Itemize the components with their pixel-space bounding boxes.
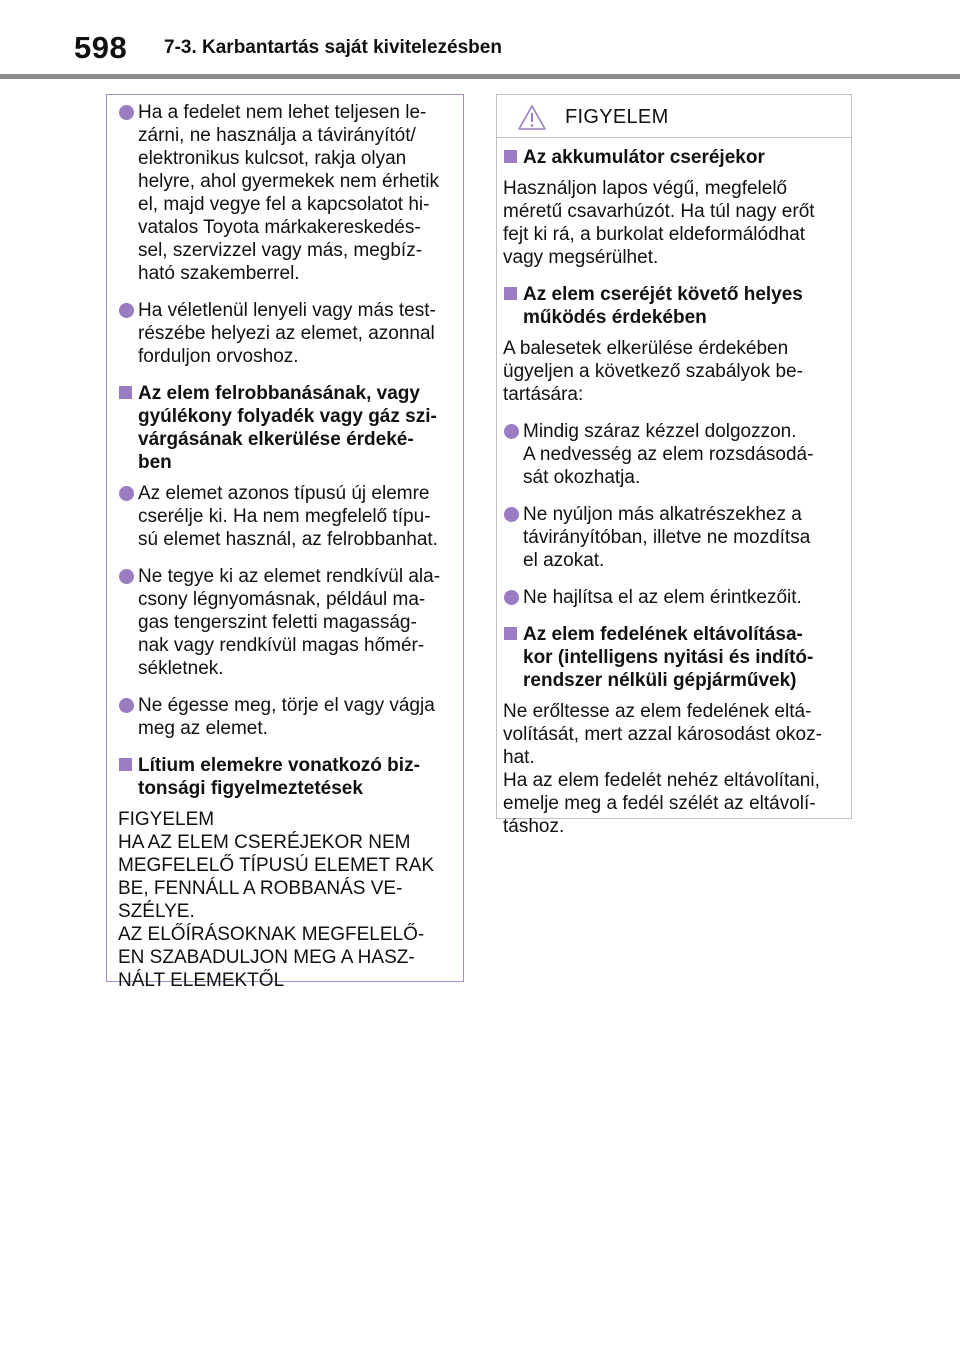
text-line: meg az elemet.	[138, 718, 268, 739]
text-line: Ha véletlenül lenyeli vagy más test-	[138, 300, 436, 321]
bullet-text	[138, 694, 451, 740]
text-line: sát okozhatja.	[523, 467, 641, 488]
text-line: sú elemet használ, az felrobbanhat.	[138, 529, 438, 550]
left-info-box	[106, 94, 464, 991]
text-line: Ha az elem fedelét nehéz eltávolítani,	[503, 770, 820, 791]
subheading	[118, 754, 451, 800]
bullet-dot-icon	[504, 424, 519, 439]
text-line: AZ ELŐÍRÁSOKNAK MEGFELELŐ-	[118, 924, 425, 945]
bullet-item	[118, 101, 451, 285]
bullet-text	[138, 101, 451, 285]
text-line: Az elem cseréjét követő helyes	[523, 284, 803, 305]
paragraph	[503, 177, 839, 269]
warning-triangle-icon	[517, 104, 547, 131]
bullet-text	[523, 503, 839, 572]
text-line: hat.	[503, 747, 535, 768]
bullet-text	[138, 482, 451, 551]
bullet-item	[118, 694, 451, 740]
bullet-item	[503, 503, 839, 572]
warning-box	[496, 94, 852, 837]
text-line: Az elem fedelének eltávolítása-	[523, 624, 803, 645]
bullet-item	[118, 565, 451, 680]
text-line: gyúlékony folyadék vagy gáz szi-	[138, 406, 437, 427]
square-marker-icon	[504, 287, 517, 300]
text-line: zárni, ne használja a távirányítót/	[138, 125, 416, 146]
square-marker-icon	[119, 386, 132, 399]
text-line: FIGYELEM	[118, 809, 215, 830]
bullet-dot-icon	[119, 303, 134, 318]
text-line: ügyeljen a következő szabályok be-	[503, 361, 803, 382]
text-line: távirányítóban, illetve ne mozdítsa	[523, 527, 811, 548]
text-line: volítását, mert azzal károsodást okoz-	[503, 724, 822, 745]
text-line: Ne tegye ki az elemet rendkívül ala-	[138, 566, 441, 587]
subheading	[503, 146, 839, 169]
text-line: NÁLT ELEMEKTŐL	[118, 970, 285, 991]
text-line: Használjon lapos végű, megfelelő	[503, 178, 788, 199]
text-line: vatalos Toyota márkakereskedés-	[138, 217, 421, 238]
subheading	[503, 623, 839, 692]
text-line: Ne erőltesse az elem fedelének eltá-	[503, 701, 812, 722]
bullet-dot-icon	[119, 105, 134, 120]
square-marker-icon	[504, 627, 517, 640]
text-line: A balesetek elkerülése érdekében	[503, 338, 789, 359]
bullet-dot-icon	[504, 590, 519, 605]
bullet-text	[523, 586, 839, 609]
text-line: helyre, ahol gyermekek nem érhetik	[138, 171, 439, 192]
text-line: cserélje ki. Ha nem megfelelő típu-	[138, 506, 431, 527]
text-line: Az akkumulátor cseréjekor	[523, 147, 765, 168]
text-line: el azokat.	[523, 550, 605, 571]
page-number: 598	[74, 30, 128, 65]
warning-paragraph	[118, 808, 451, 992]
bullet-dot-icon	[119, 486, 134, 501]
bullet-item	[503, 420, 839, 489]
bullet-text	[138, 565, 451, 680]
text-line: HA AZ ELEM CSERÉJEKOR NEM	[118, 832, 411, 853]
text-line: forduljon orvoshoz.	[138, 346, 299, 367]
paragraph	[503, 337, 839, 406]
text-line: Ne hajlítsa el az elem érintkezőit.	[523, 587, 802, 608]
subheading-text	[523, 146, 839, 169]
text-line: kor (intelligens nyitási és indító-	[523, 647, 814, 668]
subheading-text	[138, 754, 451, 800]
text-line: rendszer nélküli gépjárművek)	[523, 670, 797, 691]
square-marker-icon	[119, 758, 132, 771]
section-title: 7-3. Karbantartás saját kivitelezésben	[164, 37, 502, 58]
text-line: emelje meg a fedél szélét az eltávolí-	[503, 793, 816, 814]
text-line: táshoz.	[503, 816, 565, 837]
header-rule	[0, 74, 960, 79]
subheading	[118, 382, 451, 474]
bullet-dot-icon	[119, 569, 134, 584]
text-line: Ha a fedelet nem lehet teljesen le-	[138, 102, 427, 123]
text-line: SZÉLYE.	[118, 901, 195, 922]
bullet-item	[118, 299, 451, 368]
text-line: MEGFELELŐ TÍPUSÚ ELEMET RAK	[118, 855, 435, 876]
text-line: gas tengerszint feletti magasság-	[138, 612, 417, 633]
page-header	[0, 0, 960, 78]
text-line: várgásának elkerülése érdeké-	[138, 429, 414, 450]
text-line: EN SZABADULJON MEG A HASZ-	[118, 947, 415, 968]
text-line: sel, szervizzel vagy más, megbíz-	[138, 240, 423, 261]
text-line: Ne égesse meg, törje el vagy vágja	[138, 695, 435, 716]
bullet-dot-icon	[504, 507, 519, 522]
text-line: működés érdekében	[523, 307, 707, 328]
text-line: fejt ki rá, a burkolat eldeformálódhat	[503, 224, 806, 245]
bullet-dot-icon	[119, 698, 134, 713]
text-line: Az elemet azonos típusú új elemre	[138, 483, 430, 504]
text-line: ben	[138, 452, 172, 473]
text-line: el, majd vegye fel a kapcsolatot hi-	[138, 194, 430, 215]
text-line: Az elem felrobbanásának, vagy	[138, 383, 420, 404]
paragraph	[503, 700, 839, 838]
text-line: elektronikus kulcsot, rakja olyan	[138, 148, 407, 169]
bullet-text	[523, 420, 839, 489]
bullet-item	[118, 482, 451, 551]
text-line: ható szakemberrel.	[138, 263, 300, 284]
subheading-text	[523, 623, 839, 692]
square-marker-icon	[504, 150, 517, 163]
warning-box-header	[497, 95, 851, 138]
text-line: A nedvesség az elem rozsdásodá-	[523, 444, 814, 465]
text-line: sékletnek.	[138, 658, 224, 679]
text-line: BE, FENNÁLL A ROBBANÁS VE-	[118, 878, 403, 899]
text-line: tonsági figyelmeztetések	[138, 778, 363, 799]
text-line: nak vagy rendkívül magas hőmér-	[138, 635, 425, 656]
text-line: tartására:	[503, 384, 584, 405]
bullet-item	[503, 586, 839, 609]
subheading-text	[138, 382, 451, 474]
text-line: Lítium elemekre vonatkozó biz-	[138, 755, 420, 776]
subheading-text	[523, 283, 839, 329]
text-line: vagy megsérülhet.	[503, 247, 659, 268]
subheading	[503, 283, 839, 329]
text-line: Mindig száraz kézzel dolgozzon.	[523, 421, 797, 442]
text-line: méretű csavarhúzót. Ha túl nagy erőt	[503, 201, 815, 222]
bullet-text	[138, 299, 451, 368]
warning-box-title: FIGYELEM	[565, 106, 669, 128]
text-line: részébe helyezi az elemet, azonnal	[138, 323, 435, 344]
text-line: csony légnyomásnak, például ma-	[138, 589, 426, 610]
text-line: Ne nyúljon más alkatrészekhez a	[523, 504, 802, 525]
